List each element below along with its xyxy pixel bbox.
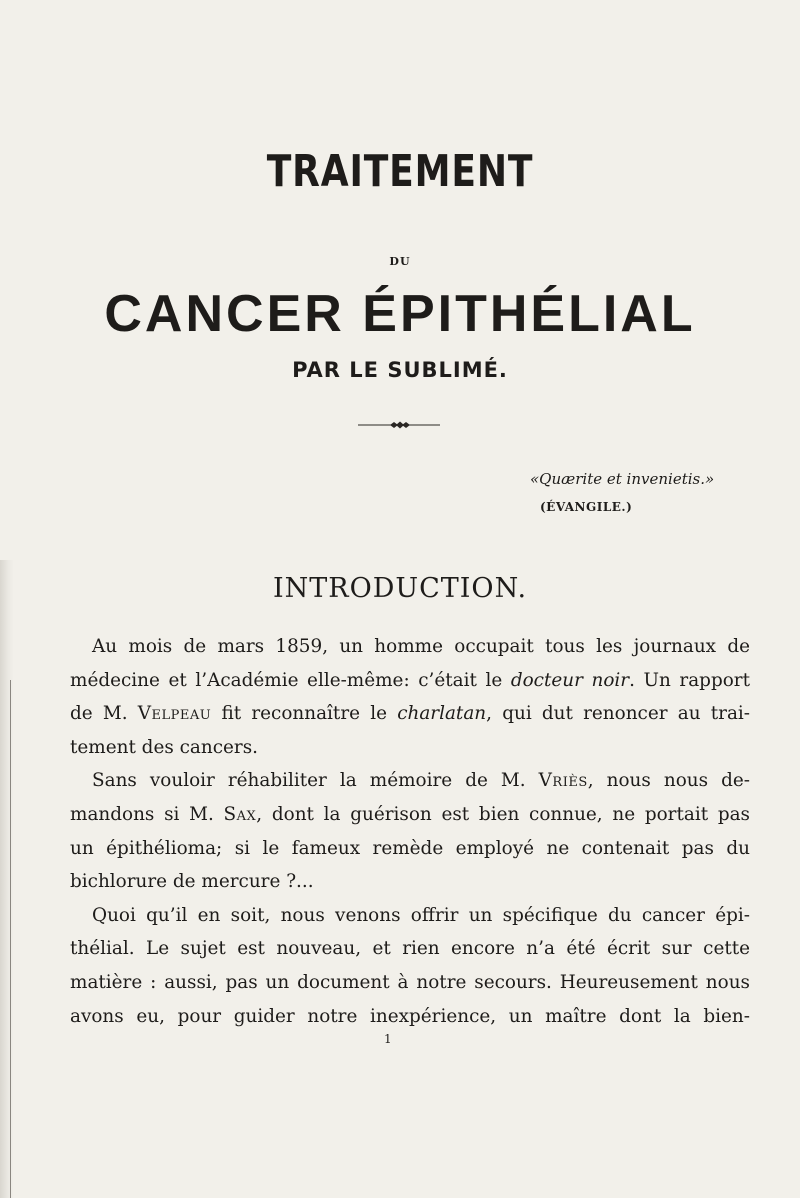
text-line: Quoi qu’il en soit, nous venons offrir un spécifique du cancer épi- [92,904,750,926]
text-line: mandons si M. Sax, dont la guérison est bien connue, ne portait pas [70,803,750,825]
title-par-le-sublime: PAR LE SUBLIMÉ. [292,358,508,382]
text-line: avons eu, pour guider notre inexpérience, un maître dont la bien- [70,1005,750,1027]
text-line: Sans vouloir réhabiliter la mémoire de M. Vriès, nous nous de- [92,770,751,792]
text-line: bichlorure de mercure ?... [70,871,314,893]
emphasis: charlatan [397,703,487,725]
name-sax: Sax [223,803,257,825]
title-du: DU [389,255,411,268]
divider-ornament [358,421,440,429]
title-cancer-epithelial: CANCER ÉPITHÉLIAL [104,285,696,343]
emphasis: docteur noir [510,669,630,691]
text-line: tement des cancers. [70,736,258,758]
text-line: médecine et l’Académie elle-même: c’était le docteur noir. Un rapport [70,669,750,691]
title-traitement: TRAITEMENT [266,146,534,197]
epigraph-source: (ÉVANGILE.) [540,500,633,514]
body-text [70,630,750,1033]
epigraph-quote: «Quærite et invenietis.» [530,470,715,488]
page-number: 1 [384,1032,392,1046]
name-velpeau: Velpeau [137,703,212,725]
name-vries: Vriès [538,770,588,792]
page-edge-line [10,680,11,1198]
page-edge-shadow [0,560,14,1198]
section-heading: INTRODUCTION. [272,573,528,604]
text-line: un épithélioma; si le fameux remède employé ne contenait pas du [70,837,750,859]
text-line: de M. Velpeau fit reconnaître le charlatan, qui dut renoncer au trai- [70,703,751,725]
text-line: matière : aussi, pas un document à notre secours. Heureusement nous [70,971,750,993]
text-line: thélial. Le sujet est nouveau, et rien encore n’a été écrit sur cette [70,938,750,960]
text-line: Au mois de mars 1859, un homme occupait tous les journaux de [92,636,750,657]
epigraph [528,465,768,521]
